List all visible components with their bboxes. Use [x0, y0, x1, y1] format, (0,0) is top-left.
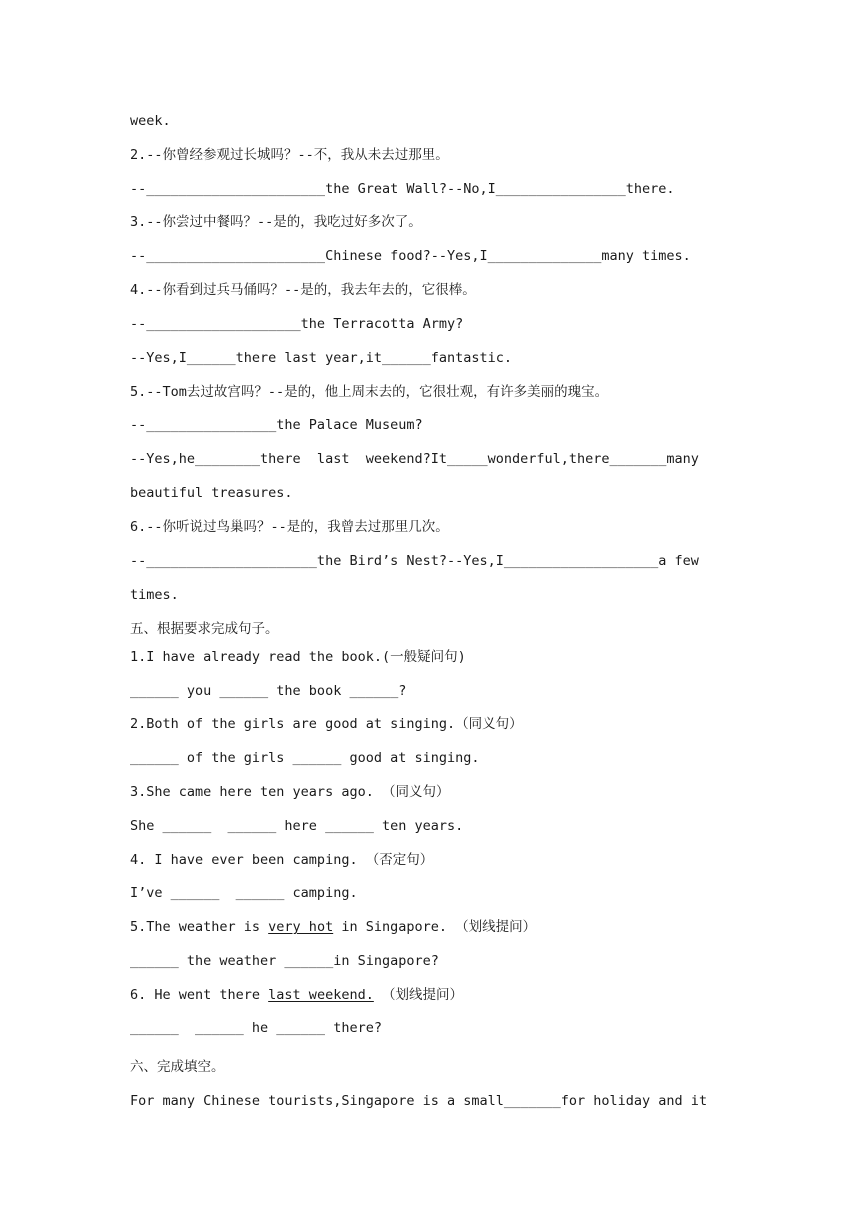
exercise-5-underlined: very hot: [268, 919, 334, 935]
question-3-blank-line: --______________________Chinese food?--Yes,I______________many times.: [130, 248, 691, 264]
text-line: week.: [130, 113, 171, 129]
question-6-blank-line-1: --_____________________the Bird’s Nest?--Yes,I___________________a few: [130, 553, 699, 569]
exercise-5-suffix: in Singapore. （划线提问）: [333, 919, 537, 935]
passage-line: For many Chinese tourists,Singapore is a small_______for holiday and it: [130, 1093, 708, 1109]
section-5-title: 五、根据要求完成句子。: [130, 621, 279, 637]
question-4-prompt: 4.--你看到过兵马俑吗？--是的，我去年去的，它很棒。: [130, 282, 476, 298]
exercise-4-prompt: 4. I have ever been camping. （否定句）: [130, 852, 434, 868]
section-6-title: 六、完成填空。: [130, 1059, 225, 1075]
exercise-1-prompt: 1.I have already read the book.(一般疑问句): [130, 649, 466, 665]
exercise-6-prefix: 6. He went there: [130, 987, 269, 1003]
exercise-1-answer: ______ you ______ the book ______?: [130, 683, 407, 699]
exercise-6-prompt: [130, 986, 732, 1004]
exercise-2-answer: ______ of the girls ______ good at singing.: [130, 750, 480, 766]
question-5-blank-line-1: --________________the Palace Museum?: [130, 417, 423, 433]
exercise-5-prompt: [130, 918, 732, 936]
exercise-3-prompt: 3.She came here ten years ago. （同义句）: [130, 784, 450, 800]
question-3-prompt: 3.--你尝过中餐吗？--是的，我吃过好多次了。: [130, 214, 422, 230]
exercise-2-prompt: 2.Both of the girls are good at singing.（同义句）: [130, 716, 523, 732]
question-4-blank-line-1: --___________________the Terracotta Army?: [130, 316, 464, 332]
question-5-prompt: 5.--Tom去过故宫吗？--是的，他上周末去的，它很壮观，有许多美丽的瑰宝。: [130, 384, 609, 400]
exercise-5-prefix: 5.The weather is: [130, 919, 269, 935]
exercise-5-answer: ______ the weather ______in Singapore?: [130, 953, 439, 969]
question-6-blank-line-2: times.: [130, 587, 179, 603]
question-2-prompt: 2.--你曾经参观过长城吗？--不，我从未去过那里。: [130, 147, 449, 163]
exercise-6-answer: ______ ______ he ______ there?: [130, 1020, 382, 1036]
question-6-prompt: 6.--你听说过鸟巢吗？--是的，我曾去过那里几次。: [130, 519, 449, 535]
question-5-blank-line-3: beautiful treasures.: [130, 485, 293, 501]
exercise-6-suffix: （划线提问）: [373, 987, 463, 1003]
exercise-6-underlined: last weekend.: [268, 987, 374, 1003]
question-5-blank-line-2: --Yes,he________there last weekend?It_____wonderful,there_______many: [130, 451, 699, 467]
exercise-3-answer: She ______ ______ here ______ ten years.: [130, 818, 464, 834]
exercise-4-answer: I’ve ______ ______ camping.: [130, 885, 358, 901]
question-2-blank-line: --______________________the Great Wall?--No,I________________there.: [130, 181, 675, 197]
question-4-blank-line-2: --Yes,I______there last year,it______fantastic.: [130, 350, 513, 366]
